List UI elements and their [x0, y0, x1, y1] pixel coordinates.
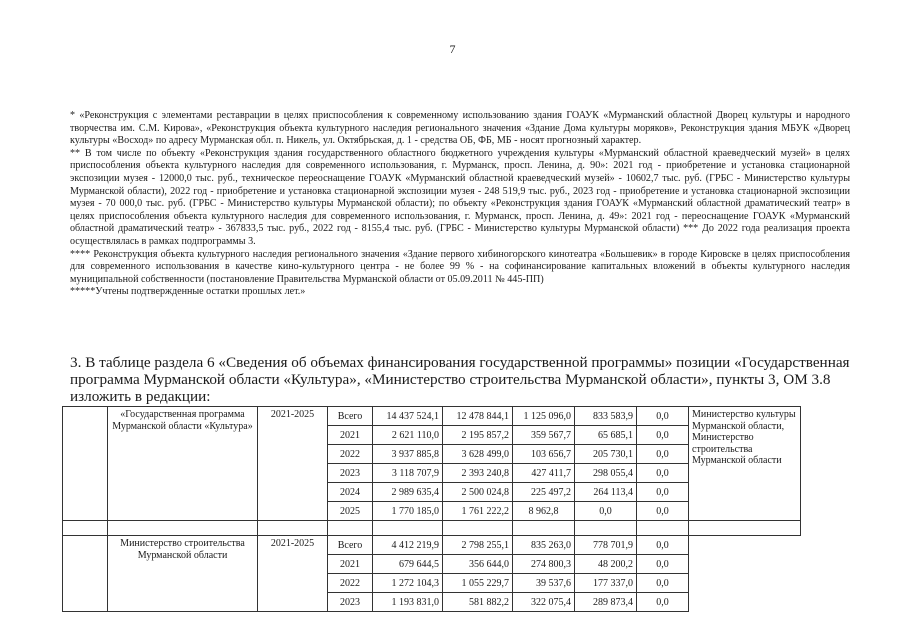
total-cell: 3 118 707,9 [373, 464, 443, 483]
fb-cell: 322 075,4 [513, 593, 575, 612]
program-name-cell: «Государственная программа Мурманской области «Культура» [108, 407, 258, 521]
ob-cell: 356 644,0 [443, 555, 513, 574]
mb-cell: 65 685,1 [575, 426, 637, 445]
ob-cell: 1 761 222,2 [443, 502, 513, 521]
year-cell: 2023 [328, 593, 373, 612]
footnotes [70, 110, 850, 299]
vb-cell: 0,0 [637, 445, 689, 464]
vb-cell: 0,0 [637, 502, 689, 521]
executors-cell: Министерство культуры Мурманской области, Министерство строительства Мурманской области [689, 407, 801, 521]
footnote-3: **** Реконструкция объекта культурного наследия регионального значения «Здание первого хибиногорского кинотеатра «Большевик» в городе Кировске в целях приспособления для современного использования в качестве кино-культурного центра - не более 99 % - на софинансирование капитальных вложений в объекты культурного наследия муниципальной собственности (постановление Правительства Мурманской области от 05.09.2011 № 445-ПП) [70, 248, 850, 285]
table-row [63, 536, 801, 555]
ob-cell: 1 055 229,7 [443, 574, 513, 593]
fb-cell: 359 567,7 [513, 426, 575, 445]
total-cell: 1 193 831,0 [373, 593, 443, 612]
mb-cell: 264 113,4 [575, 483, 637, 502]
footnote-4: *****Учтены подтвержденные остатки прошлых лет.» [70, 286, 306, 298]
page-number: 7 [449, 42, 456, 56]
mb-cell: 177 337,0 [575, 574, 637, 593]
fb-cell: 8 962,8 [513, 502, 575, 521]
mb-cell: 298 055,4 [575, 464, 637, 483]
vb-cell: 0,0 [637, 593, 689, 612]
year-cell: Всего [328, 407, 373, 426]
blank-cell [63, 407, 108, 521]
blank-cell [63, 521, 108, 536]
vb-cell: 0,0 [637, 574, 689, 593]
ministry-name-cell: Министерство строительства Мурманской области [108, 536, 258, 612]
ob-cell: 2 195 857,2 [443, 426, 513, 445]
mb-cell: 205 730,1 [575, 445, 637, 464]
blank-cell [258, 521, 328, 536]
blank-cell [443, 521, 513, 536]
total-cell: 1 770 185,0 [373, 502, 443, 521]
vb-cell: 0,0 [637, 483, 689, 502]
year-cell: 2022 [328, 445, 373, 464]
total-cell: 1 272 104,3 [373, 574, 443, 593]
ob-cell: 3 628 499,0 [443, 445, 513, 464]
mb-cell: 0,0 [575, 502, 637, 521]
blank-cell [108, 521, 258, 536]
vb-cell: 0,0 [637, 407, 689, 426]
year-cell: 2023 [328, 464, 373, 483]
fb-cell: 835 263,0 [513, 536, 575, 555]
mb-cell: 778 701,9 [575, 536, 637, 555]
ob-cell: 581 882,2 [443, 593, 513, 612]
total-cell: 3 937 885,8 [373, 445, 443, 464]
total-cell: 4 412 219,9 [373, 536, 443, 555]
vb-cell: 0,0 [637, 426, 689, 445]
fb-cell: 39 537,6 [513, 574, 575, 593]
total-cell: 679 644,5 [373, 555, 443, 574]
period-cell: 2021-2025 [258, 407, 328, 521]
vb-cell: 0,0 [637, 464, 689, 483]
year-cell: 2024 [328, 483, 373, 502]
fb-cell: 1 125 096,0 [513, 407, 575, 426]
ob-cell: 2 393 240,8 [443, 464, 513, 483]
blank-cell [575, 521, 637, 536]
ob-cell: 2 798 255,1 [443, 536, 513, 555]
mb-cell: 289 873,4 [575, 593, 637, 612]
fb-cell: 103 656,7 [513, 445, 575, 464]
fb-cell: 427 411,7 [513, 464, 575, 483]
spacer-row [63, 521, 801, 536]
fb-cell: 274 800,3 [513, 555, 575, 574]
year-cell: Всего [328, 536, 373, 555]
blank-cell [328, 521, 373, 536]
year-cell: 2025 [328, 502, 373, 521]
mb-cell: 833 583,9 [575, 407, 637, 426]
period-cell: 2021-2025 [258, 536, 328, 612]
year-cell: 2021 [328, 426, 373, 445]
mb-cell: 48 200,2 [575, 555, 637, 574]
table-row [63, 407, 801, 426]
financing-table [62, 406, 801, 612]
year-cell: 2022 [328, 574, 373, 593]
footnote-1: * «Реконструкция с элементами реставрации в целях приспособления к современному использованию здания ГОАУК «Мурманский областной Дворец культуры и народного творчества им. С.М. Кирова», «Реконструкция объекта культурного наследия регионального значения «Здание Дома культуры моряков», Реконструкция здания МБУК «Дворец культуры «Восход» по адресу Мурманская обл. п. Никель, ул. Октябрьская, д. 1 - средства ОБ, ФБ, МБ - носят прогнозный характер. [70, 110, 850, 147]
blank-cell [689, 521, 801, 536]
blank-cell [637, 521, 689, 536]
total-cell: 2 989 635,4 [373, 483, 443, 502]
ob-cell: 12 478 844,1 [443, 407, 513, 426]
blank-cell [513, 521, 575, 536]
year-cell: 2021 [328, 555, 373, 574]
vb-cell: 0,0 [637, 536, 689, 555]
amendment-text: 3. В таблице раздела 6 «Сведения об объемах финансирования государственной программы» позиции «Государственная программа Мурманской области «Культура», «Министерство строительства Мурманской области», пункты 3, ОМ 3.8 изложить в редакции: [70, 354, 850, 406]
footnote-2: ** В том числе по объекту «Реконструкция здания государственного областного бюджетного учреждения культуры «Мурманский областной краеведческий музей» в целях приспособления объекта культурного наследия для современного использования, г. Мурманск, просп. Ленина, д. 90»: 2021 год - приобретение и установка стационарной экспозиции музея - 12000,0 тыс. руб., техническое переоснащение ГОАУК «Мурманский областной краеведческий музей» - 10602,7 тыс. руб. (ГРБС - Министерство культуры Мурманской области), 2022 год - приобретение и установка стационарной экспозиции музея - 248 519,9 тыс. руб., 2023 год - приобретение и установка стационарной экспозиции музея - 70 000,0 тыс. руб. (ГРБС - Министерство культуры Мурманской области); по объекту «Реконструкция здания ГОАУК «Мурманский областной драматический театр» в целях приспособления объекта культурного наследия для современного использования, г. Мурманск, просп. Ленина, д. 49»: 2021 год - переоснащение ГОАУК «Мурманский областной драматический театр» - 367833,5 тыс. руб., 2022 год - 8155,4 тыс. руб. (ГРБС - Министерство культуры Мурманской области) *** До 2022 года реализация проекта осуществлялась в рамках подпрограммы 3. [70, 147, 850, 247]
amendment-paragraph [70, 354, 860, 406]
total-cell: 2 621 110,0 [373, 426, 443, 445]
blank-cell [373, 521, 443, 536]
blank-cell [63, 536, 108, 612]
ob-cell: 2 500 024,8 [443, 483, 513, 502]
blank-cell [689, 536, 801, 612]
vb-cell: 0,0 [637, 555, 689, 574]
fb-cell: 225 497,2 [513, 483, 575, 502]
total-cell: 14 437 524,1 [373, 407, 443, 426]
